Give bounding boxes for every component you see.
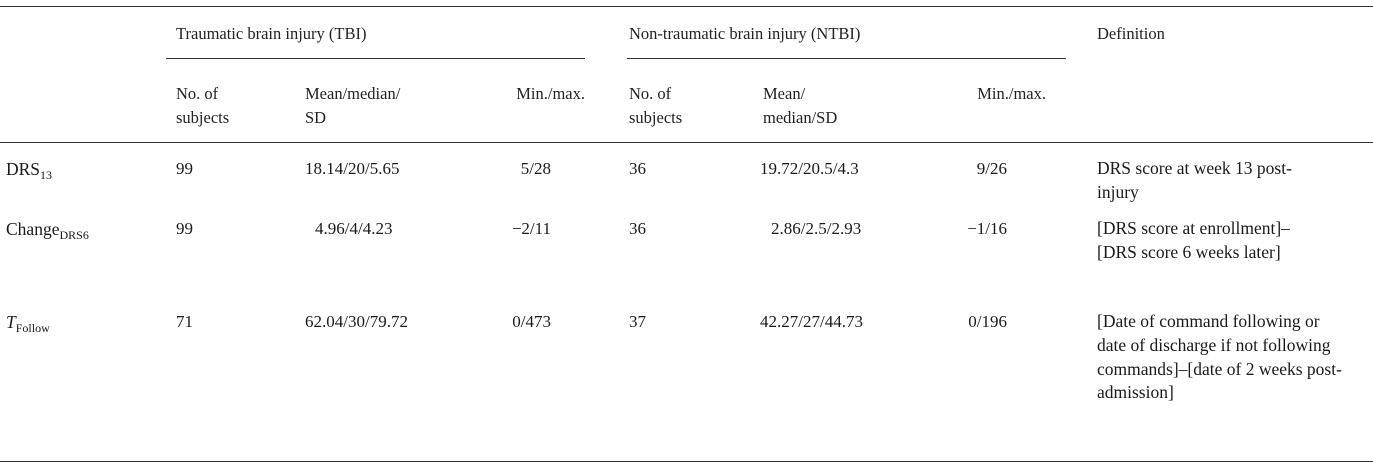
row-change-drs6-ntbi-minmax: −1/16 xyxy=(967,219,1007,238)
row-drs13-ntbi-minmax: 9/26 xyxy=(976,159,1007,178)
row-t-follow-ntbi-minmax: 0/196 xyxy=(968,312,1007,331)
ntbi-n-header-line2: subjects xyxy=(629,108,683,127)
row-t-follow-definition: [Date of command following or date of discharge if not following commands]–[date of 2 weeks post-admission] xyxy=(1097,311,1342,403)
row-t-follow-tbi-minmax: 0/473 xyxy=(512,312,551,331)
tbi-stats-header-line2: SD xyxy=(305,108,327,127)
row-label-t-follow: $T_{Follow}$ xyxy=(6,312,50,335)
row-drs13-ntbi-n: 36 xyxy=(629,159,646,178)
ntbi-group-header: Non-traumatic brain injury (NTBI) xyxy=(629,24,861,43)
row-drs13-tbi-minmax: 5/28 xyxy=(520,159,551,178)
row-t-follow-tbi-stats: 62.04/30/79.72 xyxy=(305,312,408,331)
row-t-follow-ntbi-stats: 42.27/27/44.73 xyxy=(760,312,863,331)
top-rule xyxy=(0,6,1373,7)
tbi-group-underline xyxy=(166,58,585,59)
row-change-drs6-tbi-minmax: −2/11 xyxy=(511,219,551,238)
row-label-drs13: $DRS_{13}$ xyxy=(6,159,53,182)
tbi-stats-header-line1: Mean/median/ xyxy=(305,84,401,103)
row-t-follow-ntbi-n: 37 xyxy=(629,312,646,331)
row-change-drs6-tbi-n: 99 xyxy=(176,219,193,238)
bottom-rule xyxy=(0,461,1373,462)
row-change-drs6-ntbi-stats: 2.86/2.5/2.93 xyxy=(771,219,862,238)
tbi-n-header-line1: No. of xyxy=(176,84,219,103)
row-change-drs6-definition: [DRS score at enrollment]–[DRS score 6 weeks later] xyxy=(1097,218,1290,262)
row-change-drs6-ntbi-n: 36 xyxy=(629,219,646,238)
row-drs13-tbi-stats: 18.14/20/5.65 xyxy=(305,159,400,178)
tbi-minmax-header: Min./max. xyxy=(516,84,585,103)
row-label-change-drs6: Change$_{DRS6}$ xyxy=(6,219,89,242)
ntbi-stats-header-line2: median/SD xyxy=(763,108,838,127)
row-change-drs6-tbi-stats: 4.96/4/4.23 xyxy=(315,219,393,238)
row-drs13-definition: DRS score at week 13 post-injury xyxy=(1097,158,1292,202)
ntbi-n-header-line1: No. of xyxy=(629,84,672,103)
tbi-group-header: Traumatic brain injury (TBI) xyxy=(176,24,367,43)
tbi-n-header-line2: subjects xyxy=(176,108,230,127)
ntbi-group-underline xyxy=(627,58,1066,59)
ntbi-minmax-header: Min./max. xyxy=(977,84,1046,103)
header-bottom-rule xyxy=(0,142,1373,143)
ntbi-stats-header-line1: Mean/ xyxy=(763,84,806,103)
row-drs13-tbi-n: 99 xyxy=(176,159,193,178)
row-t-follow-tbi-n: 71 xyxy=(176,312,193,331)
row-drs13-ntbi-stats: 19.72/20.5/4.3 xyxy=(760,159,859,178)
definition-header: Definition xyxy=(1097,24,1165,43)
